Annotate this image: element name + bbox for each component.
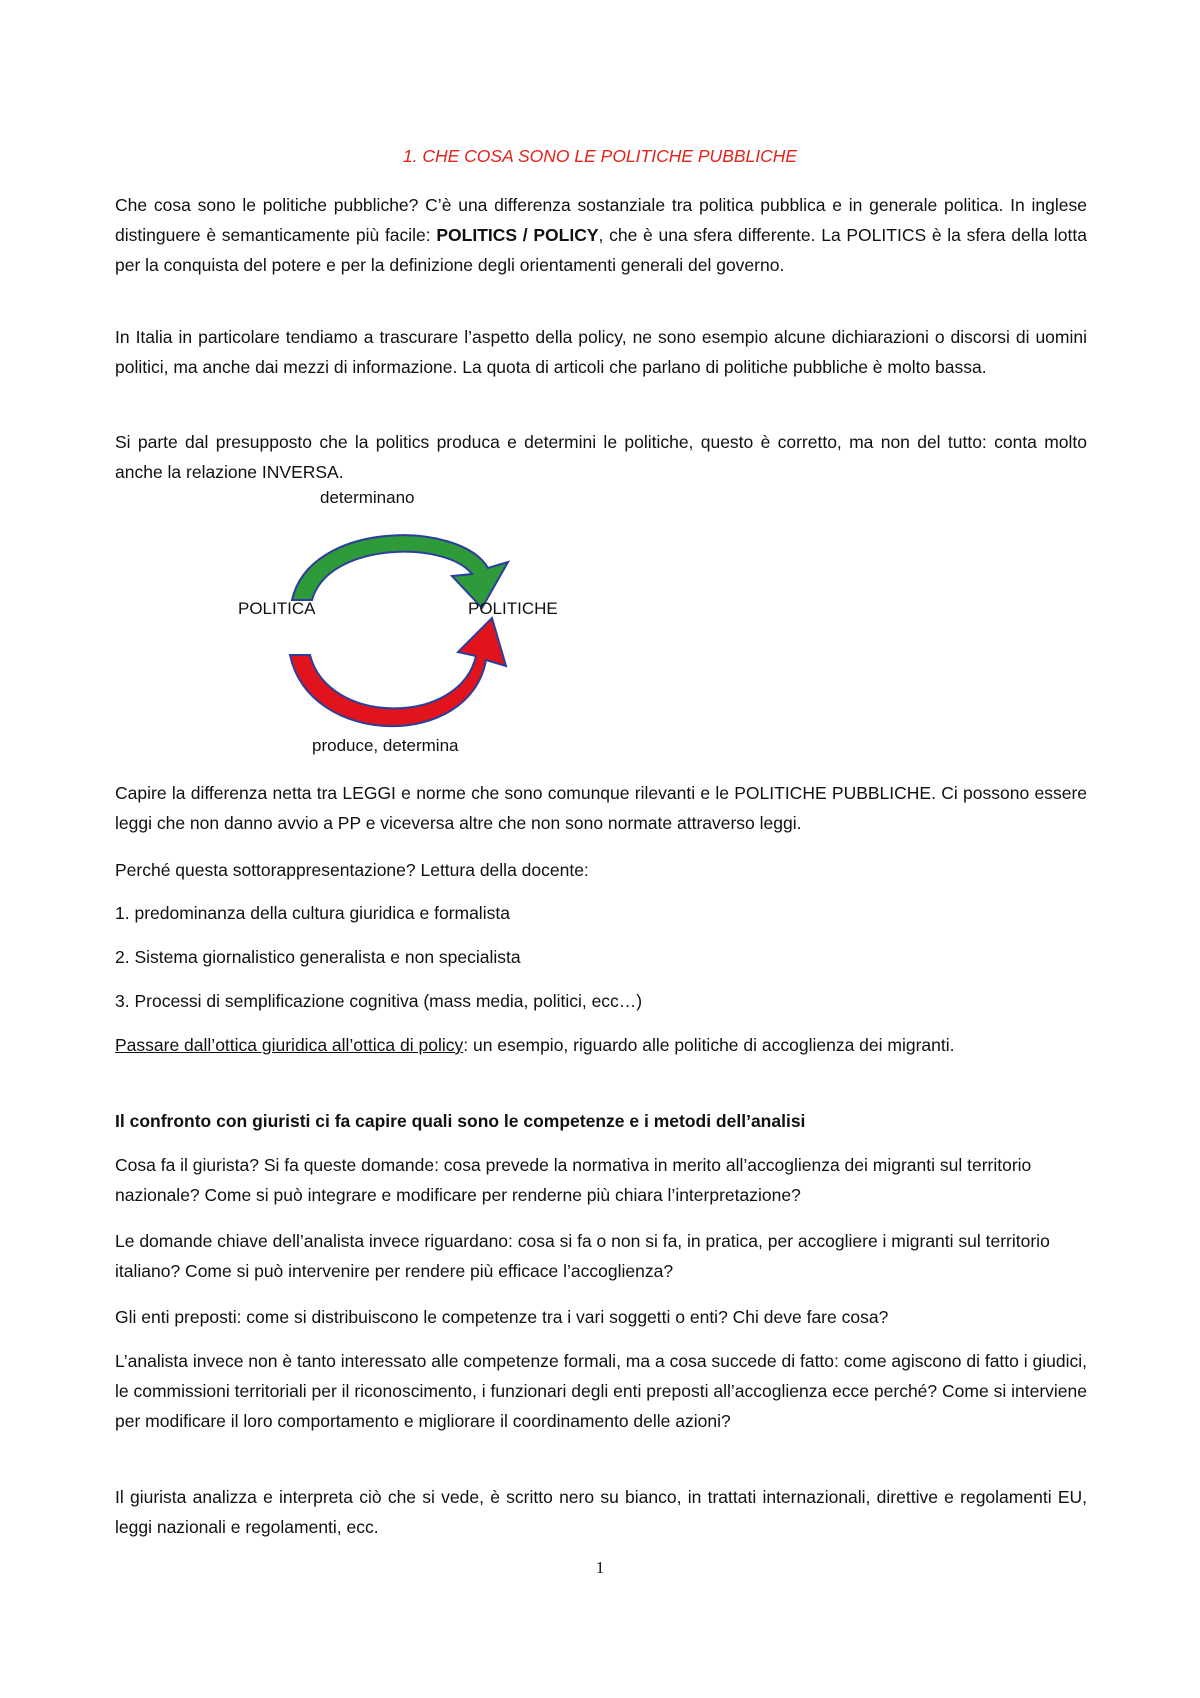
list-item: 2. Sistema giornalistico generalista e non specialista xyxy=(115,947,521,967)
paragraph-enti-preposti: Gli enti preposti: come si distribuiscono le competenze tra i vari soggetti o enti? Chi deve fare cosa? xyxy=(115,1307,889,1327)
paragraph-sottorappresentazione: Perché questa sottorappresentazione? Lettura della docente: xyxy=(115,860,589,880)
paragraph-inverse-relation: Si parte dal presupposto che la politics produca e determini le politiche, questo è corretto, ma non del tutto: conta molto anche la relazione INVERSA. xyxy=(115,432,1087,482)
page-number: 1 xyxy=(595,1558,605,1577)
cycle-arrows xyxy=(220,500,620,770)
paragraph-text: Che cosa sono le politiche pubbliche? C’è una differenza sostanziale tra politica pubblica e in generale politica. In inglese distinguere è semanticamente più facile: xyxy=(115,195,1087,245)
paragraph-giurista-domande: Cosa fa il giurista? Si fa queste domande: cosa prevede la normativa in merito all’accoglienza dei migranti sul territorio nazionale? Come si può integrare e modificare per renderne più chiara l’interpretazione? xyxy=(115,1155,1032,1205)
paragraph-politics-policy xyxy=(115,190,1087,280)
paragraph-leggi-politiche: Capire la differenza netta tra LEGGI e norme che sono comunque rilevanti e le POLITICHE PUBBLICHE. Ci possono essere leggi che non danno avvio a PP e viceversa altre che non sono normate attraverso leggi. xyxy=(115,783,1087,833)
bold-politics-policy: POLITICS / POLICY xyxy=(436,225,599,245)
label-determinano: determinano xyxy=(320,488,415,507)
top-arrow-green xyxy=(292,535,508,608)
section-title: 1. CHE COSA SONO LE POLITICHE PUBBLICHE xyxy=(402,146,798,166)
paragraph-italy-policy: In Italia in particolare tendiamo a trascurare l’aspetto della policy, ne sono esempio alcune dichiarazioni o discorsi di uomini politici, ma anche dai mezzi di informazione. La quota di articoli che parlano di politiche pubbliche è molto bassa. xyxy=(115,327,1087,377)
paragraph-text: , che è una sfera differente. La POLITICS è la sfera della lotta per la conquista del potere e per la definizione degli orientamenti generali del governo. xyxy=(115,225,1087,275)
list-item: 3. Processi di semplificazione cognitiva (mass media, politici, ecc…) xyxy=(115,991,643,1011)
paragraph-text: : un esempio, riguardo alle politiche di accoglienza dei migranti. xyxy=(463,1035,955,1055)
paragraph-bold-giuristi: Il confronto con giuristi ci fa capire quali sono le competenze e i metodi dell’analisi xyxy=(115,1111,806,1131)
paragraph-analista-competenze: L’analista invece non è tanto interessato alle competenze formali, ma a cosa succede di fatto: come agiscono di fatto i giudici, le commissioni territoriali per il riconoscimento, i funzionari degli enti preposti all’accoglienza ecce perché? Come si interviene per modificare il loro comportamento e migliorare il coordinamento delle azioni? xyxy=(115,1351,1087,1431)
label-politica: POLITICA xyxy=(238,599,316,618)
politics-policy-cycle-diagram xyxy=(220,488,620,770)
label-politiche: POLITICHE xyxy=(468,599,558,618)
label-produce-determina: produce, determina xyxy=(312,736,459,755)
paragraph-analista-domande: Le domande chiave dell’analista invece riguardano: cosa si fa o non si fa, in pratica, per accogliere i migranti sul territorio italiano? Come si può intervenire per rendere più efficace l’accoglienza? xyxy=(115,1231,1050,1281)
paragraph-ottica-policy xyxy=(115,1030,1087,1060)
bottom-arrow-red xyxy=(290,618,506,726)
paragraph-giurista-analizza: Il giurista analizza e interpreta ciò che si vede, è scritto nero su bianco, in trattati internazionali, direttive e regolamenti EU, leggi nazionali e regolamenti, ecc. xyxy=(115,1487,1087,1537)
underlined-text: Passare dall’ottica giuridica all’ottica di policy xyxy=(115,1035,464,1055)
list-item: 1. predominanza della cultura giuridica e formalista xyxy=(115,903,510,923)
